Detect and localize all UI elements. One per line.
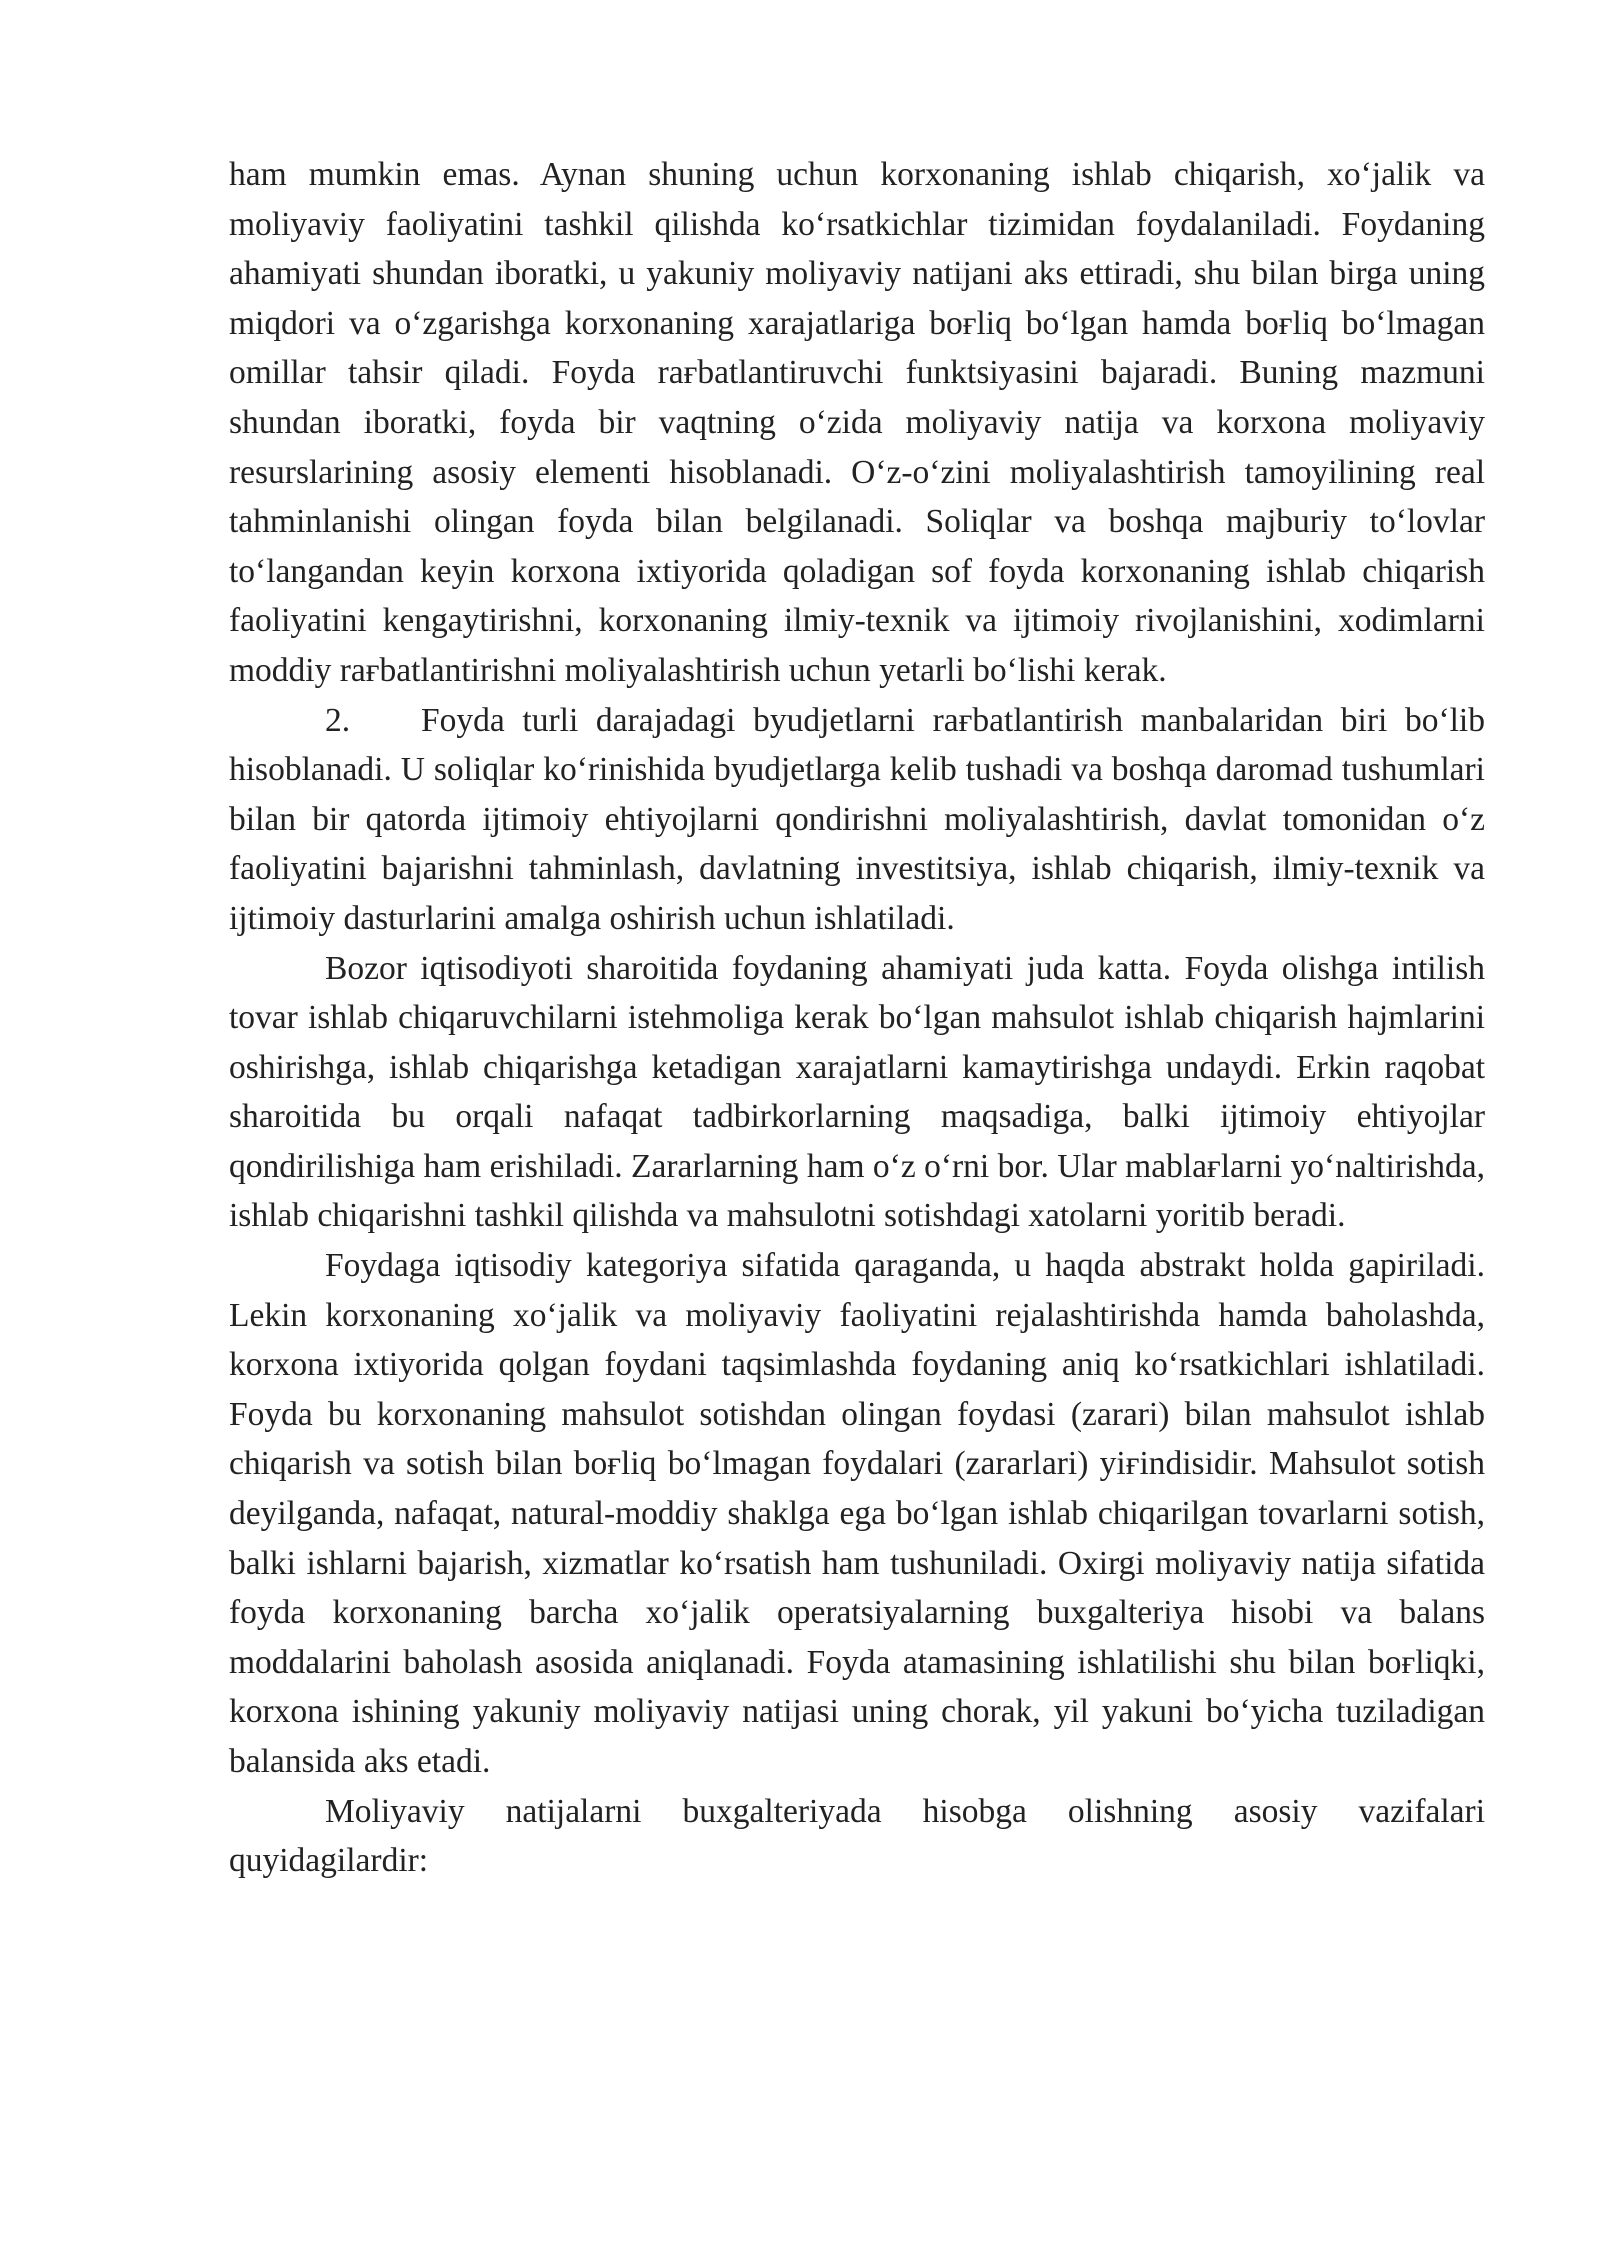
paragraph-economic-category: Foydaga iqtisodiy kategoriya sifatida qaraganda, u haqda abstrakt holda gapiriladi. Lekin korxonaning xo‘jalik va moliyaviy faoliyatini rejalashtirishda hamda baholashda, korxona ixtiyorida qolgan foydani taqsimlashda foydaning aniq ko‘rsatkichlari ishlatiladi. Foyda bu korxonaning mahsulot sotishdan olingan foydasi (zarari) bilan mahsulot ishlab chiqarish va sotish bilan boғliq bo‘lmagan foydalari (zararlari) yiғindisidir. Mahsulot sotish deyilganda, nafaqat, natural-moddiy shaklga ega bo‘lgan ishlab chiqarilgan tovarlarni sotish, balki ishlarni bajarish, xizmatlar ko‘rsatish ham tushuniladi. Oxirgi moliyaviy natija sifatida foyda korxonaning barcha xo‘jalik operatsiyalarning buxgalteriya hisobi va balans moddalarini baholash asosida aniqlanadi. Foyda atamasining ishlatilishi shu bilan boғliqki, korxona ishining yakuniy moliyaviy natijasi uning chorak, yil yakuni bo‘yicha tuziladigan balansida aks etadi.	[229, 1247, 1485, 1780]
paragraph-market-economy: Bozor iqtisodiyoti sharoitida foydaning ahamiyati juda katta. Foyda olishga intilish tovar ishlab chiqaruvchilarni istehmoliga kerak bo‘lgan mahsulot ishlab chiqarish hajmlarini oshirishga, ishlab chiqarishga ketadigan xarajatlarni kamaytirishga undaydi. Erkin raqobat sharoitida bu orqali nafaqat tadbirkorlarning maqsadiga, balki ijtimoiy ehtiyojlar qondirilishiga ham erishiladi. Zararlarning ham o‘z o‘rni bor. Ular mablaғlarni yo‘naltirishda, ishlab chiqarishni tashkil qilishda va mahsulotni sotishdagi xatolarni yoritib beradi.	[229, 949, 1485, 1235]
paragraph-numbered-text: Foyda turli darajadagi byudjetlarni raғbatlantirish manbalaridan biri bo‘lib hisoblanadi. U soliqlar ko‘rinishida byudjetlarga kelib tushadi va boshqa daromad tushumlari bilan bir qatorda ijtimoiy ehtiyojlarni qondirishni moliyalashtirish, davlat tomonidan o‘z faoliyatini bajarishni tahminlash, davlatning investitsiya, ishlab chiqarish, ilmiy-texnik va ijtimoiy dasturlarini amalga oshirish uchun ishlatiladi.	[229, 701, 1485, 937]
document-page	[229, 150, 1485, 1886]
paragraph-numbered	[229, 696, 1485, 944]
paragraph-continuation: ham mumkin emas. Aynan shuning uchun korxonaning ishlab chiqarish, xo‘jalik va moliyaviy faoliyatini tashkil qilishda ko‘rsatkichlar tizimidan foydalaniladi. Foydaning ahamiyati shundan iboratki, u yakuniy moliyaviy natijani aks ettiradi, shu bilan birga uning miqdori va o‘zgarishga korxonaning xarajatlariga boғliq bo‘lgan hamda boғliq bo‘lmagan omillar tahsir qiladi. Foyda raғbatlantiruvchi funktsiyasini bajaradi. Buning mazmuni shundan iboratki, foyda bir vaqtning o‘zida moliyaviy natija va korxona moliyaviy resurslarining asosiy elementi hisoblanadi. O‘z-o‘zini moliyalashtirish tamoyilining real tahminlanishi olingan foyda bilan belgilanadi. Soliqlar va boshqa majburiy to‘lovlar to‘langandan keyin korxona ixtiyorida qoladigan sof foyda korxonaning ishlab chiqarish faoliyatini kengaytirishni, korxonaning ilmiy-texnik va ijtimoiy rivojlanishini, xodimlarni moddiy raғbatlantirishni moliyalashtirish uchun yetarli bo‘lishi kerak.	[229, 156, 1485, 689]
paragraph-accounting-tasks: Moliyaviy natijalarni buxgalteriyada hisobga olishning asosiy vazifalari quyidagilardir:	[229, 1792, 1485, 1880]
paragraph-number: 2.	[325, 701, 351, 739]
